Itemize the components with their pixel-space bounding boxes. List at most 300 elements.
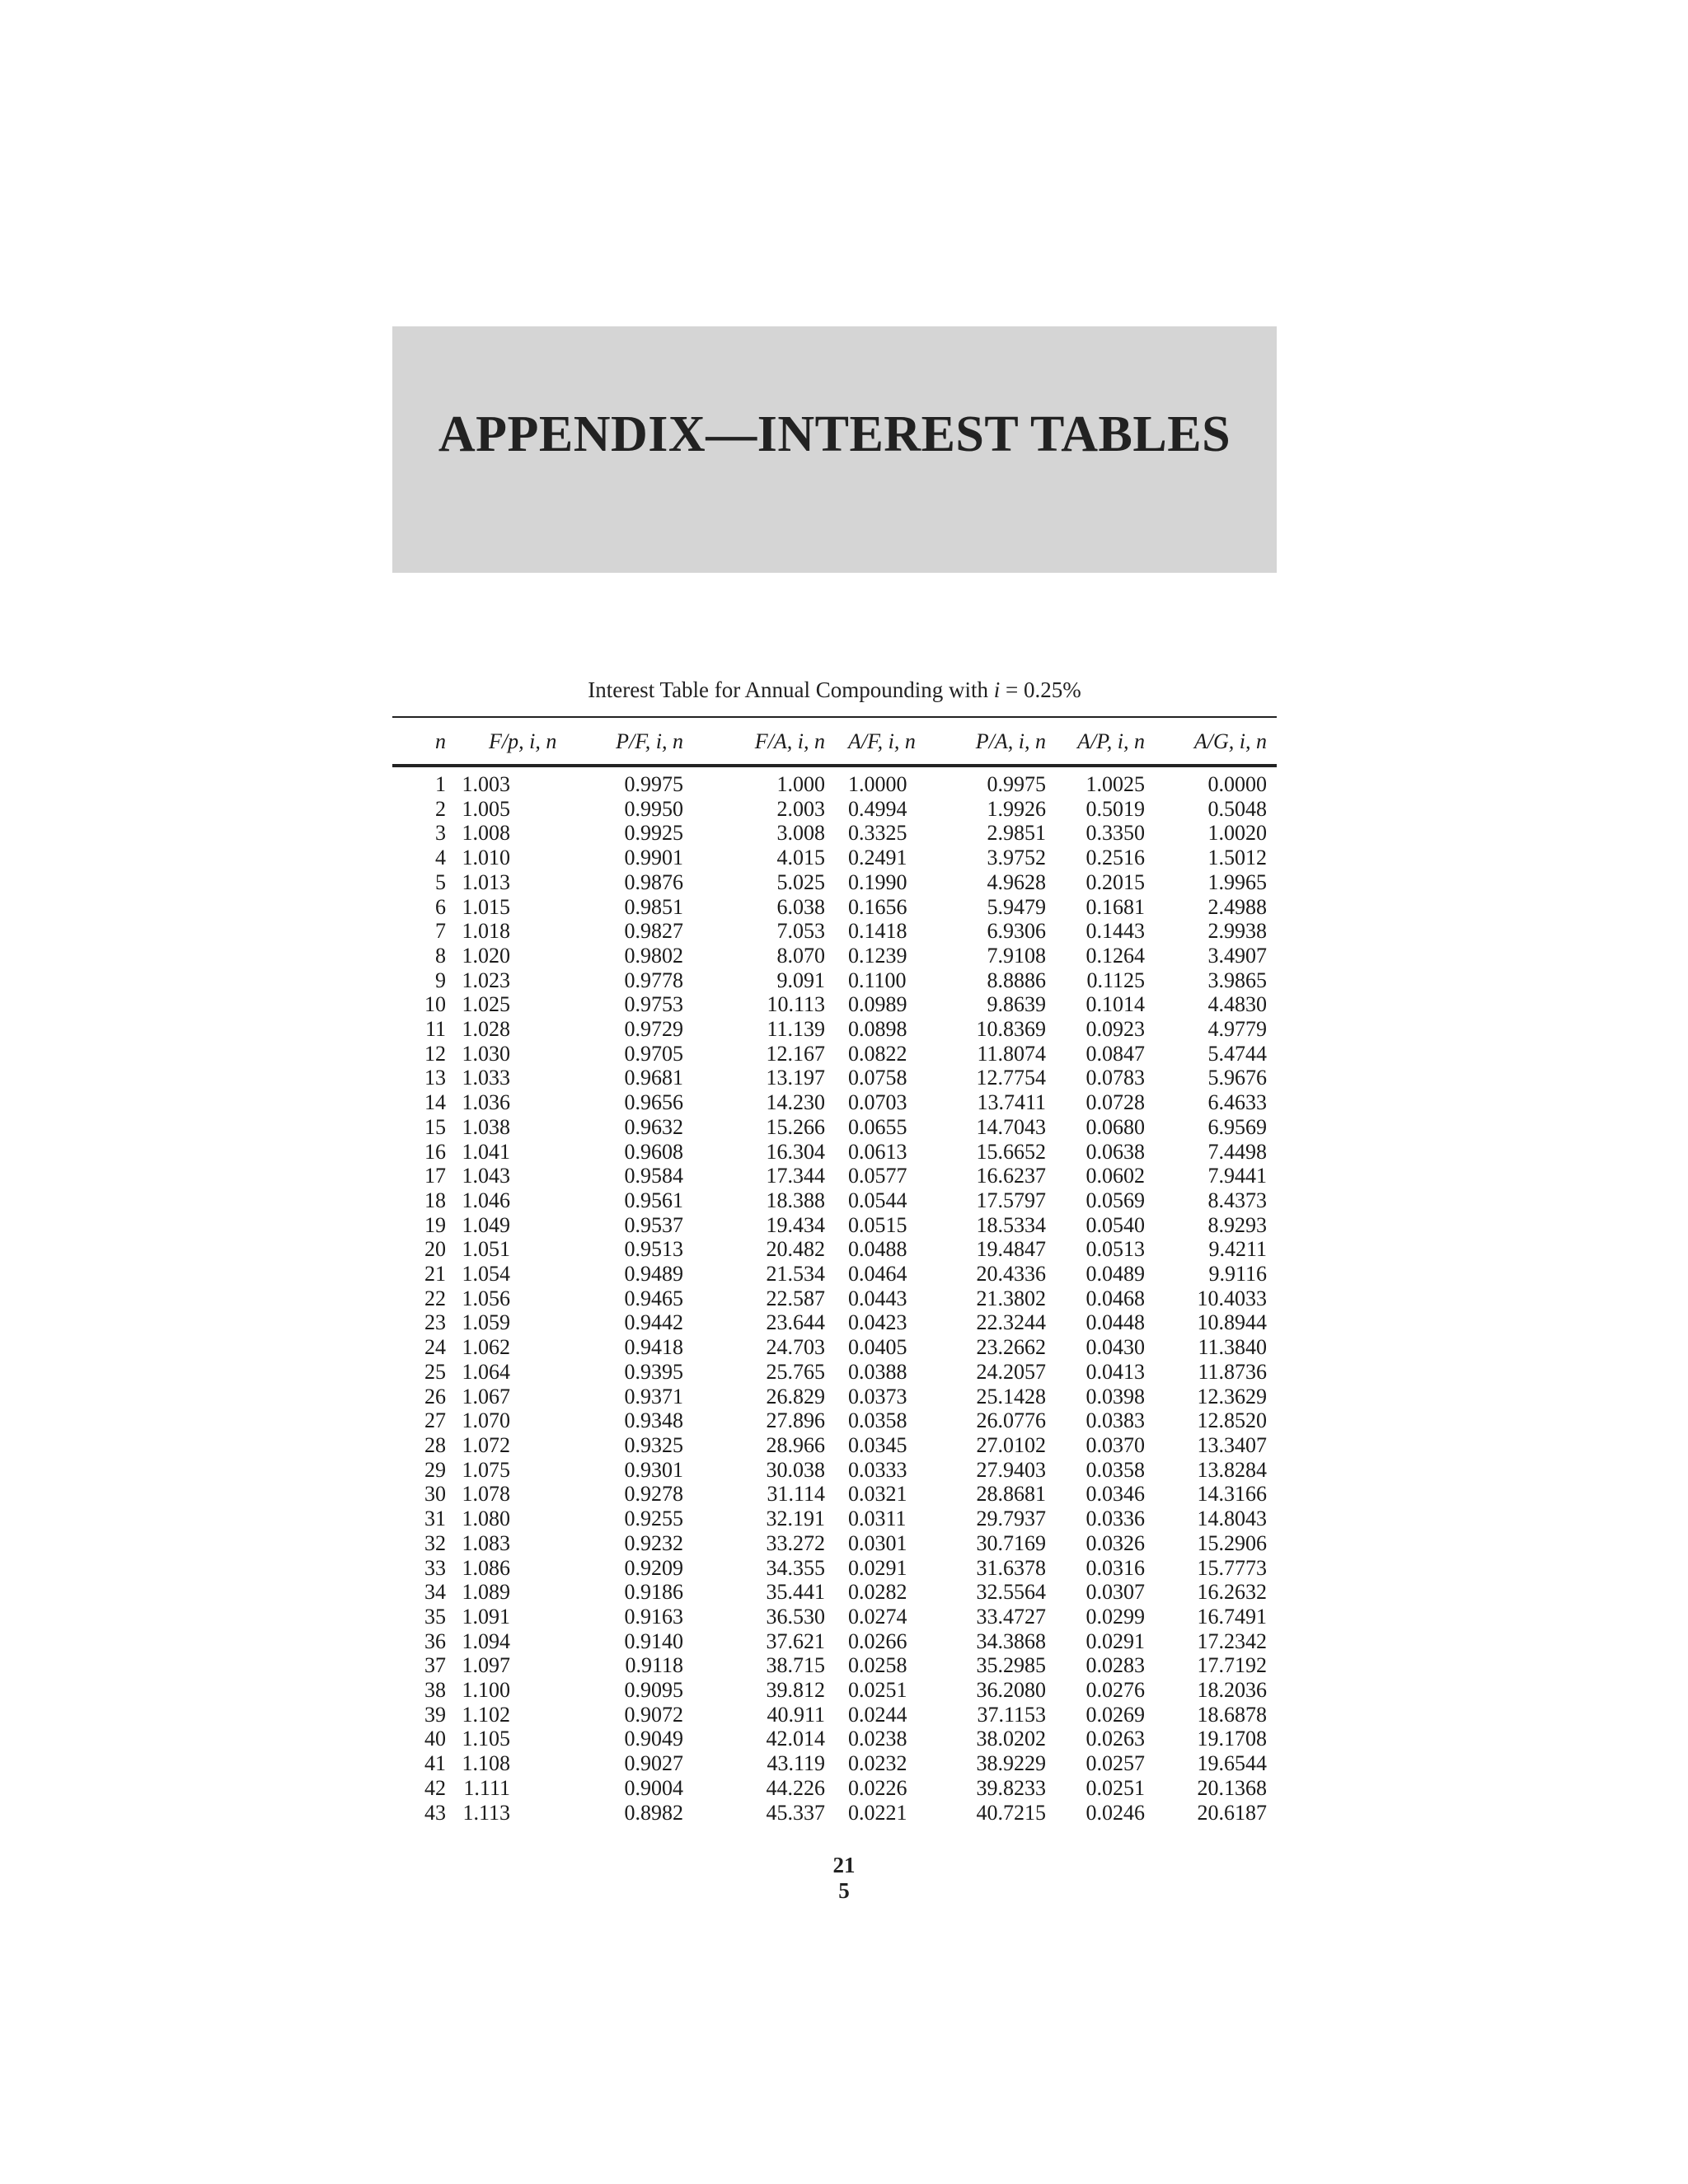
table-cell: 0.0283 bbox=[1085, 1653, 1145, 1678]
table-cell: 43.119 bbox=[767, 1751, 825, 1776]
table-cell: 0.0728 bbox=[1085, 1090, 1145, 1115]
table-cell: 0.9975 bbox=[987, 772, 1046, 796]
table-cell: 0.9325 bbox=[624, 1432, 683, 1457]
table-cell: 40 bbox=[424, 1727, 446, 1751]
table-cell: 39.812 bbox=[766, 1678, 825, 1703]
table-row bbox=[392, 1066, 1277, 1090]
table-row bbox=[392, 870, 1277, 895]
table-cell: 42 bbox=[424, 1775, 446, 1800]
table-cell: 0.9632 bbox=[624, 1114, 683, 1139]
table-cell: 38.0202 bbox=[976, 1727, 1046, 1751]
table-cell: 43 bbox=[424, 1800, 446, 1825]
table-cell: 0.0266 bbox=[848, 1629, 907, 1653]
table-row bbox=[392, 1605, 1277, 1629]
table-cell: 0.0251 bbox=[1085, 1775, 1145, 1800]
table-cell: 0.9072 bbox=[624, 1702, 683, 1727]
table-cell: 0.0443 bbox=[848, 1286, 907, 1310]
table-cell: 0.9827 bbox=[624, 919, 683, 944]
table-cell: 0.9950 bbox=[624, 796, 683, 821]
table-cell: 0.9729 bbox=[624, 1017, 683, 1042]
table-cell: 8.9293 bbox=[1207, 1212, 1267, 1237]
table-row bbox=[392, 968, 1277, 993]
column-header: A/F, i, n bbox=[848, 729, 916, 753]
table-cell: 16.2632 bbox=[1197, 1580, 1267, 1605]
table-cell: 1.094 bbox=[462, 1629, 510, 1653]
table-cell: 0.0291 bbox=[1085, 1629, 1145, 1653]
table-cell: 0.1014 bbox=[1085, 992, 1145, 1017]
table-cell: 0.0923 bbox=[1085, 1017, 1145, 1042]
table-cell: 1.100 bbox=[462, 1678, 510, 1703]
table-cell: 4.9779 bbox=[1207, 1017, 1267, 1042]
table-cell: 0.9608 bbox=[624, 1139, 683, 1164]
table-cell: 0.9851 bbox=[624, 894, 683, 919]
table-cell: 0.1239 bbox=[848, 943, 907, 968]
table-cell: 29 bbox=[424, 1457, 446, 1482]
table-cell: 0.9442 bbox=[624, 1310, 683, 1335]
table-cell: 1.0020 bbox=[1207, 821, 1267, 846]
table-cell: 1.067 bbox=[462, 1384, 510, 1408]
column-header: F/p, i, n bbox=[489, 729, 557, 753]
table-cell: 14.7043 bbox=[976, 1114, 1046, 1139]
table-cell: 0.9232 bbox=[624, 1530, 683, 1555]
table-cell: 25 bbox=[424, 1359, 446, 1384]
table-cell: 0.1125 bbox=[1086, 968, 1145, 992]
table-cell: 0.0258 bbox=[848, 1653, 907, 1678]
table-cell: 7.9108 bbox=[987, 943, 1046, 968]
caption-variable: i bbox=[993, 677, 1001, 702]
table-cell: 0.0269 bbox=[1085, 1702, 1145, 1727]
table-row bbox=[392, 772, 1277, 797]
table-cell: 6 bbox=[435, 894, 446, 919]
table-cell: 0.0602 bbox=[1085, 1164, 1145, 1188]
table-cell: 11.8074 bbox=[977, 1041, 1046, 1066]
table-body bbox=[392, 762, 1277, 1825]
table-cell: 31.6378 bbox=[976, 1555, 1046, 1580]
table-cell: 0.0000 bbox=[1207, 772, 1267, 796]
table-cell: 0.0468 bbox=[1085, 1286, 1145, 1310]
table-cell: 1.072 bbox=[462, 1432, 510, 1457]
table-cell: 0.0345 bbox=[848, 1432, 907, 1457]
table-cell: 17.5797 bbox=[976, 1188, 1046, 1212]
table-cell: 10.8369 bbox=[976, 1017, 1046, 1042]
table-cell: 30.038 bbox=[766, 1457, 825, 1482]
table-row bbox=[392, 1310, 1277, 1335]
table-cell: 26.0776 bbox=[976, 1408, 1046, 1433]
table-cell: 17.344 bbox=[766, 1164, 825, 1188]
table-row bbox=[392, 1140, 1277, 1165]
table-cell: 0.1681 bbox=[1085, 894, 1145, 919]
table-cell: 9.091 bbox=[776, 968, 825, 992]
table-cell: 18.6878 bbox=[1197, 1702, 1267, 1727]
table-cell: 1.083 bbox=[462, 1530, 510, 1555]
table-cell: 0.0311 bbox=[848, 1507, 907, 1531]
table-cell: 0.2491 bbox=[848, 846, 907, 870]
table-cell: 40.911 bbox=[767, 1702, 825, 1727]
table-cell: 0.9163 bbox=[624, 1604, 683, 1629]
table-cell: 8.070 bbox=[776, 943, 825, 968]
table-cell: 0.0448 bbox=[1085, 1310, 1145, 1335]
table-cell: 23.2662 bbox=[976, 1335, 1046, 1360]
table-cell: 0.0238 bbox=[848, 1727, 907, 1751]
table-cell: 9.4211 bbox=[1208, 1237, 1267, 1262]
caption-suffix: = 0.25% bbox=[1000, 677, 1081, 702]
table-cell: 0.0405 bbox=[848, 1335, 907, 1360]
table-cell: 15.266 bbox=[766, 1114, 825, 1139]
table-cell: 20.6187 bbox=[1197, 1800, 1267, 1825]
table-cell: 1.041 bbox=[462, 1139, 510, 1164]
table-spacer-row bbox=[392, 762, 1277, 772]
table-row bbox=[392, 1531, 1277, 1556]
table-row bbox=[392, 1703, 1277, 1727]
table-cell: 1.075 bbox=[462, 1457, 510, 1482]
table-cell: 0.0613 bbox=[848, 1139, 907, 1164]
table-row bbox=[392, 1629, 1277, 1654]
table-cell: 0.5048 bbox=[1207, 796, 1267, 821]
table-cell: 35.441 bbox=[766, 1580, 825, 1605]
table-cell: 10.4033 bbox=[1197, 1286, 1267, 1310]
table-cell: 0.9209 bbox=[624, 1555, 683, 1580]
table-cell: 1.086 bbox=[462, 1555, 510, 1580]
table-cell: 1.5012 bbox=[1207, 846, 1267, 870]
table-cell: 1.097 bbox=[462, 1653, 510, 1678]
table-cell: 27 bbox=[424, 1408, 446, 1433]
table-row bbox=[392, 1164, 1277, 1188]
table-cell: 0.9095 bbox=[624, 1678, 683, 1703]
table-cell: 0.0370 bbox=[1085, 1432, 1145, 1457]
table-cell: 0.1990 bbox=[848, 869, 907, 894]
table-cell: 0.0282 bbox=[848, 1580, 907, 1605]
table-cell: 7.9441 bbox=[1207, 1164, 1267, 1188]
table-cell: 4.9628 bbox=[987, 869, 1046, 894]
table-cell: 1.078 bbox=[462, 1482, 510, 1507]
table-cell: 1.113 bbox=[462, 1800, 510, 1825]
table-cell: 11.3840 bbox=[1198, 1335, 1267, 1360]
table-cell: 0.9584 bbox=[624, 1164, 683, 1188]
table-cell: 0.0703 bbox=[848, 1090, 907, 1115]
table-cell: 6.4633 bbox=[1207, 1090, 1267, 1115]
table-row bbox=[392, 992, 1277, 1017]
table-cell: 20.482 bbox=[766, 1237, 825, 1262]
table-cell: 1.038 bbox=[462, 1114, 510, 1139]
table-cell: 15.6652 bbox=[976, 1139, 1046, 1164]
table-cell: 1.018 bbox=[462, 919, 510, 944]
table-cell: 27.9403 bbox=[976, 1457, 1046, 1482]
table-cell: 0.4994 bbox=[848, 796, 907, 821]
table-cell: 0.9004 bbox=[624, 1775, 683, 1800]
table-cell: 16 bbox=[424, 1139, 446, 1164]
table-cell: 0.0569 bbox=[1085, 1188, 1145, 1212]
table-row bbox=[392, 1482, 1277, 1507]
table-cell: 0.9027 bbox=[624, 1751, 683, 1776]
table-cell: 0.0638 bbox=[1085, 1139, 1145, 1164]
table-cell: 1.046 bbox=[462, 1188, 510, 1212]
table-cell: 1.089 bbox=[462, 1580, 510, 1605]
table-row bbox=[392, 1237, 1277, 1262]
table-cell: 38.9229 bbox=[976, 1751, 1046, 1776]
table-cell: 0.0358 bbox=[1085, 1457, 1145, 1482]
table-cell: 18.5334 bbox=[976, 1212, 1046, 1237]
table-cell: 41 bbox=[424, 1751, 446, 1776]
table-cell: 13.7411 bbox=[977, 1090, 1046, 1115]
table-cell: 0.9278 bbox=[624, 1482, 683, 1507]
table-cell: 32.5564 bbox=[976, 1580, 1046, 1605]
table-cell: 1.028 bbox=[462, 1017, 510, 1042]
table-cell: 1.008 bbox=[462, 821, 510, 846]
table-cell: 19 bbox=[424, 1212, 446, 1237]
table-cell: 44.226 bbox=[766, 1775, 825, 1800]
table-cell: 0.0274 bbox=[848, 1604, 907, 1629]
table-cell: 1.054 bbox=[462, 1262, 510, 1286]
table-cell: 0.0301 bbox=[848, 1530, 907, 1555]
table-cell: 0.0822 bbox=[848, 1041, 907, 1066]
table-cell: 36 bbox=[424, 1629, 446, 1653]
table-cell: 15 bbox=[424, 1114, 446, 1139]
table-cell: 7.053 bbox=[776, 919, 825, 944]
table-cell: 32.191 bbox=[766, 1507, 825, 1531]
spacer-cell bbox=[392, 762, 1277, 772]
table-cell: 1.015 bbox=[462, 894, 510, 919]
table-cell: 25.1428 bbox=[976, 1384, 1046, 1408]
table-cell: 1.010 bbox=[462, 846, 510, 870]
table-cell: 0.9901 bbox=[624, 846, 683, 870]
table-cell: 0.0232 bbox=[848, 1751, 907, 1776]
table-cell: 1.003 bbox=[462, 772, 510, 796]
table-cell: 10.8944 bbox=[1197, 1310, 1267, 1335]
table-cell: 0.0515 bbox=[848, 1212, 907, 1237]
table-cell: 0.0246 bbox=[1085, 1800, 1145, 1825]
table-row bbox=[392, 821, 1277, 846]
table-cell: 22.3244 bbox=[976, 1310, 1046, 1335]
table-row bbox=[392, 1262, 1277, 1286]
table-cell: 0.1418 bbox=[848, 919, 907, 944]
table-cell: 1.0000 bbox=[848, 772, 907, 796]
table-cell: 27.896 bbox=[766, 1408, 825, 1433]
table-cell: 1.102 bbox=[462, 1702, 510, 1727]
table-cell: 12.167 bbox=[766, 1041, 825, 1066]
table-cell: 0.9255 bbox=[624, 1507, 683, 1531]
page-title: APPENDIX—INTEREST TABLES bbox=[438, 406, 1231, 462]
table-cell: 45.337 bbox=[766, 1800, 825, 1825]
table-cell: 17 bbox=[424, 1164, 446, 1188]
table-cell: 0.9489 bbox=[624, 1262, 683, 1286]
table-cell: 5.9676 bbox=[1207, 1066, 1267, 1090]
table-cell: 0.9418 bbox=[624, 1335, 683, 1360]
table-cell: 0.0398 bbox=[1085, 1384, 1145, 1408]
table-cell: 9.8639 bbox=[987, 992, 1046, 1017]
table-cell: 13.197 bbox=[766, 1066, 825, 1090]
table-cell: 35 bbox=[424, 1604, 446, 1629]
table-cell: 0.0358 bbox=[848, 1408, 907, 1433]
table-row bbox=[392, 919, 1277, 944]
table-cell: 16.7491 bbox=[1197, 1604, 1267, 1629]
table-cell: 0.0244 bbox=[848, 1702, 907, 1727]
table-cell: 0.0299 bbox=[1085, 1604, 1145, 1629]
table-cell: 0.0276 bbox=[1085, 1678, 1145, 1703]
table-cell: 1.000 bbox=[776, 772, 825, 796]
table-cell: 8 bbox=[435, 943, 446, 968]
table-row bbox=[392, 1507, 1277, 1531]
table-cell: 0.0226 bbox=[848, 1775, 907, 1800]
table-row bbox=[392, 1213, 1277, 1238]
table-cell: 0.1656 bbox=[848, 894, 907, 919]
column-header: A/P, i, n bbox=[1077, 729, 1145, 753]
column-header: n bbox=[435, 729, 446, 753]
table-cell: 11 bbox=[424, 1017, 446, 1042]
table-row bbox=[392, 1751, 1277, 1776]
table-cell: 2.9851 bbox=[987, 821, 1046, 846]
table-cell: 1.091 bbox=[462, 1604, 510, 1629]
table-cell: 0.0326 bbox=[1085, 1530, 1145, 1555]
table-cell: 17.2342 bbox=[1197, 1629, 1267, 1653]
caption-prefix: Interest Table for Annual Compounding with bbox=[588, 677, 994, 702]
table-cell: 1.059 bbox=[462, 1310, 510, 1335]
table-row bbox=[392, 1580, 1277, 1605]
table-cell: 0.0257 bbox=[1085, 1751, 1145, 1776]
table-cell: 1.080 bbox=[462, 1507, 510, 1531]
table-cell: 1.105 bbox=[462, 1727, 510, 1751]
table-cell: 38.715 bbox=[766, 1653, 825, 1678]
table-cell: 4 bbox=[435, 846, 446, 870]
table-cell: 14.8043 bbox=[1197, 1507, 1267, 1531]
table-cell: 6.038 bbox=[776, 894, 825, 919]
table-cell: 3 bbox=[435, 821, 446, 846]
table-cell: 0.9975 bbox=[624, 772, 683, 796]
table-cell: 19.1708 bbox=[1197, 1727, 1267, 1751]
table-row bbox=[392, 1042, 1277, 1066]
table-row bbox=[392, 1678, 1277, 1703]
table-cell: 1.0025 bbox=[1085, 772, 1145, 796]
table-cell: 0.9371 bbox=[624, 1384, 683, 1408]
table-cell: 0.0251 bbox=[848, 1678, 907, 1703]
table-cell: 0.9537 bbox=[624, 1212, 683, 1237]
table-cell: 16.304 bbox=[766, 1139, 825, 1164]
table-cell: 12.3629 bbox=[1197, 1384, 1267, 1408]
table-cell: 0.9049 bbox=[624, 1727, 683, 1751]
table-cell: 23 bbox=[424, 1310, 446, 1335]
table-cell: 0.0655 bbox=[848, 1114, 907, 1139]
table-cell: 20 bbox=[424, 1237, 446, 1262]
table-cell: 18.388 bbox=[766, 1188, 825, 1212]
column-header: A/G, i, n bbox=[1193, 729, 1267, 753]
table-cell: 23.644 bbox=[766, 1310, 825, 1335]
table-cell: 0.0847 bbox=[1085, 1041, 1145, 1066]
table-cell: 0.9778 bbox=[624, 968, 683, 992]
table-cell: 34 bbox=[424, 1580, 446, 1605]
table-cell: 0.9681 bbox=[624, 1066, 683, 1090]
interest-table bbox=[392, 721, 1277, 1825]
table-cell: 39.8233 bbox=[976, 1775, 1046, 1800]
table-cell: 0.0464 bbox=[848, 1262, 907, 1286]
table-cell: 20.4336 bbox=[976, 1262, 1046, 1286]
table-cell: 0.0783 bbox=[1085, 1066, 1145, 1090]
table-cell: 0.9876 bbox=[624, 869, 683, 894]
table-cell: 25.765 bbox=[766, 1359, 825, 1384]
table-cell: 0.0544 bbox=[848, 1188, 907, 1212]
table-cell: 37.621 bbox=[766, 1629, 825, 1653]
table-cell: 6.9306 bbox=[987, 919, 1046, 944]
table-cell: 0.1100 bbox=[848, 968, 907, 992]
table-row bbox=[392, 1188, 1277, 1213]
table-row bbox=[392, 1801, 1277, 1825]
table-cell: 33 bbox=[424, 1555, 446, 1580]
table-row bbox=[392, 1017, 1277, 1042]
table-cell: 1.005 bbox=[462, 796, 510, 821]
table-cell: 0.9802 bbox=[624, 943, 683, 968]
table-cell: 0.9348 bbox=[624, 1408, 683, 1433]
table-cell: 0.0758 bbox=[848, 1066, 907, 1090]
table-cell: 19.6544 bbox=[1197, 1751, 1267, 1776]
table-cell: 10.113 bbox=[767, 992, 825, 1017]
table-cell: 15.2906 bbox=[1197, 1530, 1267, 1555]
table-cell: 42.014 bbox=[766, 1727, 825, 1751]
table-cell: 0.0388 bbox=[848, 1359, 907, 1384]
table-cell: 21 bbox=[424, 1262, 446, 1286]
table-row bbox=[392, 944, 1277, 968]
table-cell: 1.056 bbox=[462, 1286, 510, 1310]
table-cell: 1.013 bbox=[462, 869, 510, 894]
table-cell: 0.0989 bbox=[848, 992, 907, 1017]
table-cell: 14.3166 bbox=[1197, 1482, 1267, 1507]
table-cell: 38 bbox=[424, 1678, 446, 1703]
table-cell: 39 bbox=[424, 1702, 446, 1727]
table-cell: 1.111 bbox=[463, 1775, 510, 1800]
table-cell: 12 bbox=[424, 1041, 446, 1066]
table-cell: 5.4744 bbox=[1207, 1041, 1267, 1066]
table-cell: 1.051 bbox=[462, 1237, 510, 1262]
table-cell: 1.025 bbox=[462, 992, 510, 1017]
table-header-row bbox=[392, 721, 1277, 762]
appendix-banner bbox=[392, 326, 1277, 573]
table-cell: 24 bbox=[424, 1335, 446, 1360]
table-cell: 34.3868 bbox=[976, 1629, 1046, 1653]
table-cell: 0.0307 bbox=[1085, 1580, 1145, 1605]
table-cell: 11.139 bbox=[767, 1017, 825, 1042]
table-cell: 12.8520 bbox=[1197, 1408, 1267, 1433]
table-cell: 5.025 bbox=[776, 869, 825, 894]
table-row bbox=[392, 1408, 1277, 1433]
table-cell: 13.8284 bbox=[1197, 1457, 1267, 1482]
page-number-line-2: 5 bbox=[838, 1878, 850, 1903]
table-cell: 9.9116 bbox=[1208, 1262, 1267, 1286]
table-cell: 13 bbox=[424, 1066, 446, 1090]
table-cell: 0.0430 bbox=[1085, 1335, 1145, 1360]
table-cell: 0.0488 bbox=[848, 1237, 907, 1262]
table-cell: 0.1443 bbox=[1085, 919, 1145, 944]
table-cell: 34.355 bbox=[766, 1555, 825, 1580]
table-cell: 19.4847 bbox=[976, 1237, 1046, 1262]
table-cell: 1.043 bbox=[462, 1164, 510, 1188]
table-cell: 22 bbox=[424, 1286, 446, 1310]
table-cell: 1.062 bbox=[462, 1335, 510, 1360]
table-row bbox=[392, 846, 1277, 870]
table-cell: 28 bbox=[424, 1432, 446, 1457]
table-cell: 0.0680 bbox=[1085, 1114, 1145, 1139]
table-cell: 10 bbox=[424, 992, 446, 1017]
table-cell: 0.0898 bbox=[848, 1017, 907, 1042]
table-cell: 1.020 bbox=[462, 943, 510, 968]
table-cell: 8.8886 bbox=[987, 968, 1046, 992]
table-cell: 0.0221 bbox=[848, 1800, 907, 1825]
table-cell: 0.0577 bbox=[848, 1164, 907, 1188]
table-cell: 0.9656 bbox=[624, 1090, 683, 1115]
table-cell: 1.033 bbox=[462, 1066, 510, 1090]
table-cell: 0.9925 bbox=[624, 821, 683, 846]
table-cell: 0.9513 bbox=[624, 1237, 683, 1262]
table-cell: 33.272 bbox=[766, 1530, 825, 1555]
table-cell: 0.0513 bbox=[1085, 1237, 1145, 1262]
table-cell: 0.9561 bbox=[624, 1188, 683, 1212]
table-top-rule bbox=[392, 716, 1277, 718]
